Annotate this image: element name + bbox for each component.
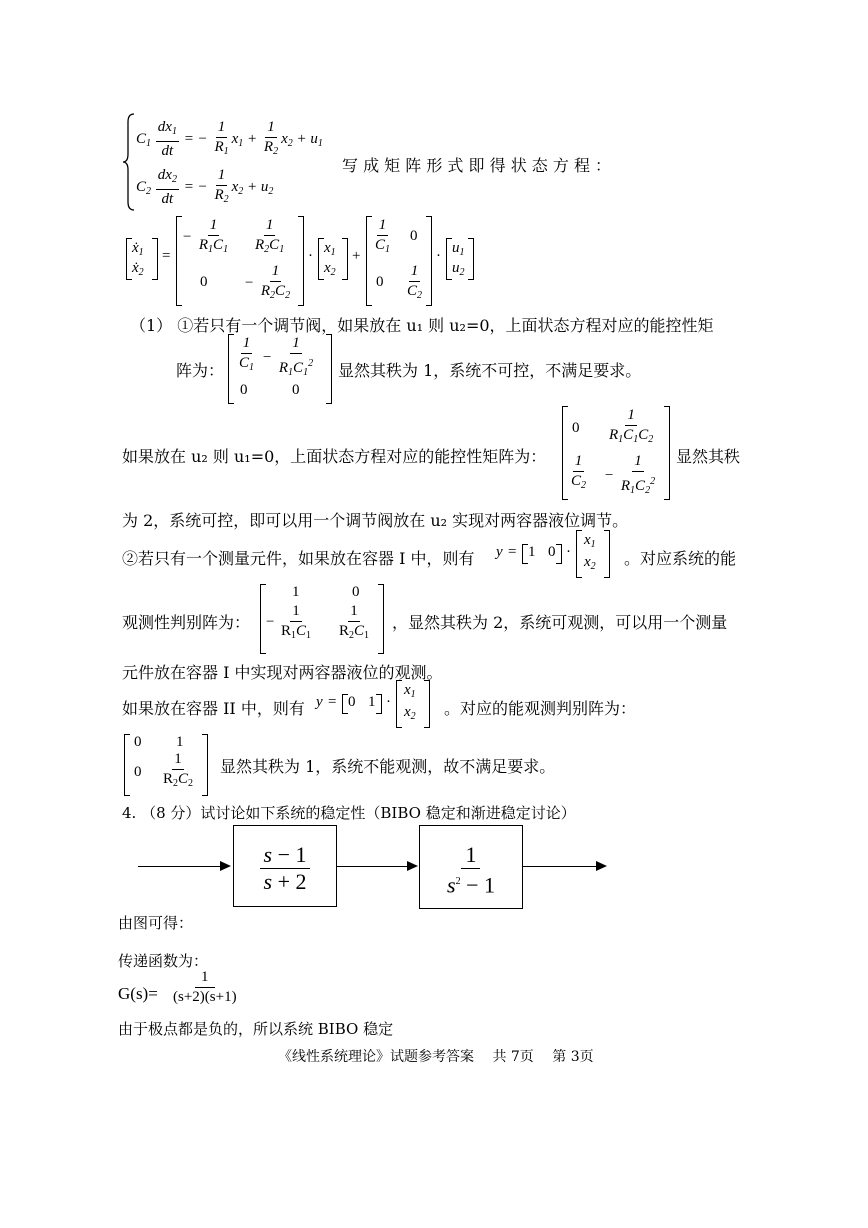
text-line-7: 元件放在容器 I 中实现对两容器液位的观测。 <box>122 663 443 682</box>
text-line-3b: 显然其秩 <box>676 447 741 466</box>
block-2: $\frac{1}{s^2 - 1}$ <box>419 825 523 909</box>
text-line-6b: ，显然其秩为 2，系统可观测，可以用一个测量 <box>392 613 728 632</box>
eq1-line1: $C_1$ $\frac{dx_1}{dt}$ = − $\frac{1}{R_1}$ $x_1$ + $\frac{1}{R_2}$ $x_2 + u_1$ <box>136 119 323 159</box>
text-line-5a: ②若只有一个测量元件，如果放在容器 I 中，则有 <box>122 549 475 568</box>
observability-matrix-2: 0 1 0 $\frac{1}{R_2C_2}$ <box>122 734 214 796</box>
text-line-14: 由于极点都是负的，所以系统 BIBO 稳定 <box>118 1020 394 1038</box>
text-line-6a: 观测性判别阵为： <box>122 613 251 632</box>
question-4-title: 4. （8 分）试讨论如下系统的稳定性（BIBO 稳定和渐进稳定讨论） <box>122 804 576 822</box>
output-arrow-line <box>522 866 598 867</box>
left-brace <box>122 112 136 212</box>
text-line-8b: 。对应的能观测判别阵为： <box>444 699 637 718</box>
text-line-1: （1） ①若只有一个调节阀，如果放在 u₁ 则 u₂=0，上面状态方程对应的能控性矩 <box>130 316 714 335</box>
input-arrowhead <box>220 861 231 871</box>
observability-matrix-1: 1 0 − $\frac{1}{R_1C_1}$ $\frac{1}{R_2C_1}$ <box>258 584 388 654</box>
block-1: $\frac{s - 1}{s + 2}$ <box>233 825 337 907</box>
output-arrowhead <box>596 861 607 871</box>
output-equation-1: y = 1 0 · $x_1$ $x_2$ <box>496 530 620 580</box>
equation-system <box>122 112 342 212</box>
state-equation: ẋ$_1$ ẋ$_2$ = − $\frac{1}{R_1C_1}$ $\frac{1}{R_2C_1}$ 0 − $\frac{1}{R_2C_2}$ · $x_1$ $x_2$ + $\frac{1}{C_1}$ 0 0 $\frac{1}{C_2}$ · $u_1$ $u_2$ <box>122 214 482 306</box>
eq1-tail-text: 写 成 矩 阵 形 式 即 得 状 态 方 程 ： <box>342 156 612 175</box>
text-line-2a: 阵为： <box>176 361 225 380</box>
output-equation-2: y = 0 1 · $x_1$ $x_2$ <box>316 680 440 730</box>
eq1-line2: $C_2$ $\frac{dx_2}{dt}$ = − $\frac{1}{R_2}$ $x_2 + u_2$ <box>136 167 274 207</box>
text-line-5b: 。对应系统的能 <box>624 549 737 568</box>
text-line-4: 为 2，系统可控，即可以用一个调节阀放在 u₂ 实现对两容器液位调节。 <box>122 511 629 530</box>
text-line-8a: 如果放在容器 II 中，则有 <box>122 699 305 718</box>
controllability-matrix-u1: $\frac{1}{C_1}$ − $\frac{1}{R_1C_1^2}$ 0 0 <box>226 334 336 404</box>
controllability-matrix-u2: 0 $\frac{1}{R_1C_1C_2}$ $\frac{1}{C_2}$ − $\frac{1}{R_1C_2^2}$ <box>560 406 674 500</box>
middle-arrow-line <box>336 866 408 867</box>
text-line-11: 由图可得： <box>118 914 194 932</box>
text-line-12: 传递函数为： <box>118 952 209 970</box>
text-line-2b: 显然其秩为 1，系统不可控，不满足要求。 <box>338 361 642 380</box>
page-footer: 《线性系统理论》试题参考答案 共 7页 第 3页 <box>278 1049 594 1065</box>
text-line-9: 显然其秩为 1，系统不能观测，故不满足要求。 <box>220 757 556 776</box>
input-arrow-line <box>138 866 222 867</box>
middle-arrowhead <box>407 861 418 871</box>
text-line-3a: 如果放在 u₂ 则 u₁=0，上面状态方程对应的能控性矩阵为： <box>122 447 547 466</box>
